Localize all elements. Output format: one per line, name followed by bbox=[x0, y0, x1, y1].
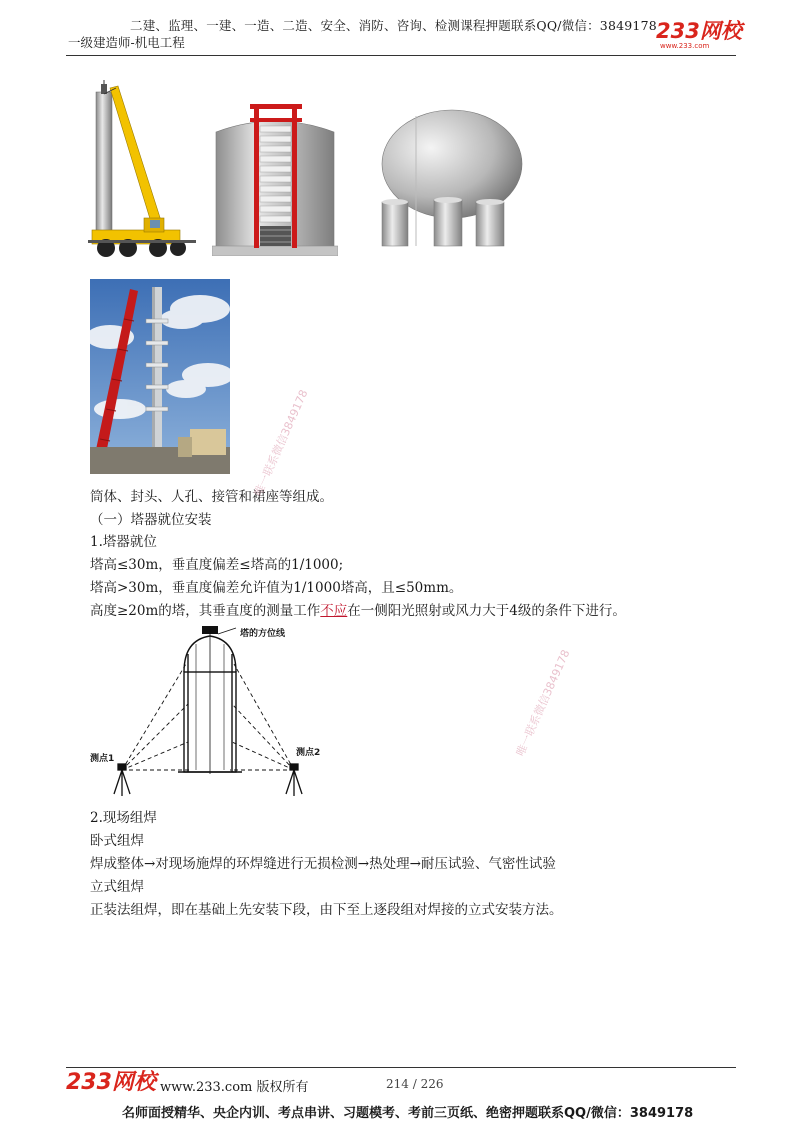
brand-logo-footer: 233网校 bbox=[66, 1070, 156, 1095]
measurement-rule-before: 高度≥20m的塔，其垂直度的测量工作 bbox=[90, 603, 321, 619]
storage-tank-ladder-image bbox=[212, 102, 338, 256]
label-measurement-point-1: 测点1 bbox=[90, 754, 115, 764]
subheading-horizontal-welding: 卧式组焊 bbox=[90, 833, 144, 849]
measurement-rule-emphasis: 不应 bbox=[320, 603, 348, 619]
tower-installation-photo bbox=[90, 279, 230, 474]
header-rule bbox=[66, 55, 736, 56]
spherical-tank-image bbox=[378, 108, 524, 248]
paragraph-height-rule-1: 塔高≤30m，垂直度偏差≤塔高的1/1000; bbox=[90, 557, 344, 573]
page-number: 214 / 226 bbox=[386, 1077, 444, 1091]
label-tower-orientation-line: 塔的方位线 bbox=[240, 629, 286, 639]
footer-copyright: www.233.com 版权所有 bbox=[160, 1080, 309, 1095]
header-line-2: 一级建造师-机电工程 bbox=[68, 35, 185, 50]
paragraph-vertical-process: 正装法组焊，即在基础上先安装下段，由下至上逐段组对焊接的立式安装方法。 bbox=[90, 902, 563, 918]
verticality-measurement-diagram bbox=[88, 624, 368, 800]
measurement-rule-after: 在一侧阳光照射或风力大于4级的条件下进行。 bbox=[347, 603, 626, 619]
subheading-vertical-welding: 立式组焊 bbox=[90, 879, 144, 895]
paragraph-measurement-rule bbox=[90, 599, 626, 619]
footer-rule bbox=[66, 1067, 736, 1068]
brand-logo-top: 233网校 bbox=[656, 19, 742, 43]
label-measurement-point-2: 测点2 bbox=[296, 748, 321, 758]
header-line-1: 二建、监理、一建、一造、二造、安全、消防、咨询、检测课程押题联系QQ/微信：3849178 bbox=[130, 18, 657, 33]
subheading-field-welding: 2.现场组焊 bbox=[90, 810, 157, 826]
paragraph-components: 筒体、封头、人孔、接管和裙座等组成。 bbox=[90, 489, 333, 505]
footer-contact: 名师面授精华、央企内训、考点串讲、习题模考、考前三页纸、绝密押题联系QQ/微信：3849178 bbox=[122, 1106, 694, 1121]
section-heading-tower-installation: （一）塔器就位安装 bbox=[90, 512, 212, 528]
watermark-2: 唯一联系微信3849178 bbox=[513, 647, 573, 759]
brand-logo-sub: www.233.com bbox=[660, 42, 710, 50]
paragraph-horizontal-process: 焊成整体→对现场施焊的环焊缝进行无损检测→热处理→耐压试验、气密性试验 bbox=[90, 856, 556, 872]
paragraph-height-rule-2: 塔高>30m，垂直度偏差允许值为1/1000塔高，且≤50mm。 bbox=[90, 580, 463, 596]
crane-lifting-tower-image bbox=[88, 80, 198, 260]
subheading-tower-positioning: 1.塔器就位 bbox=[90, 534, 157, 550]
watermark-1: 唯一联系微信3849178 bbox=[251, 387, 311, 499]
